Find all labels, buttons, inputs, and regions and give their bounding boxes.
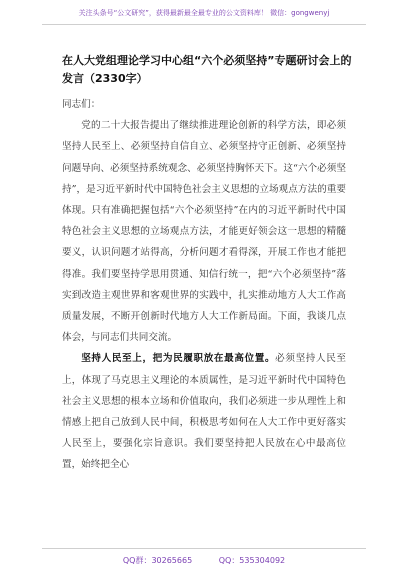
document-title: 在人大党组理论学习中心组“六个必须坚持”专题研讨会上的发言（2330字）: [62, 54, 352, 85]
salutation: 同志们：: [62, 99, 101, 110]
paragraph-2: [62, 348, 346, 475]
document-body: [62, 94, 346, 476]
footer-divider: [42, 548, 366, 549]
header-banner: 关注头条号“公文研究”，获得最新最全最专业的公文资料库！ 微信：gongwenyj: [78, 9, 330, 17]
paragraph-2-body: 必须坚持人民至上，体现了马克思主义理论的本质属性，是习近平新时代中国特色社会主义思想的根本立场和价值取向，我们必须进一步从理性上和情感上把自己放到人民中间，积极思考如何在人大工作中更好落实人民至上，要强化宗旨意识。我们要坚持把人民放在心中最高位置，始终把全心: [62, 353, 347, 471]
paragraph-1: 党的二十大报告提出了继续推进理论创新的科学方法，即必须坚持人民至上、必须坚持自信自立、必须坚持守正创新、必须坚持问题导向、必须坚持系统观念、必须坚持胸怀天下。这“六个必须坚持”，是习近平新时代中国特色社会主义思想的立场观点方法的重要体现。只有准确把握包括“六个必须坚持”在内的习近平新时代中国特色社会主义思想的立场观点方法，才能更好领会这一思想的精髓要义，认识问题才站得高，分析问题才看得深，开展工作也才能把得准。我们要坚持学思用贯通、知信行统一，把“六个必须坚持”落实到改造主观世界和客观世界的实践中，扎实推动地方人大工作高质量发展，不断开创新时代地方人大工作新局面。下面，我谈几点体会，与同志们共同交流。: [62, 120, 346, 344]
footer-qq: QQ：535304092: [218, 556, 286, 565]
footer-qq-group: QQ群：30265665: [122, 556, 193, 565]
header-divider: [42, 24, 366, 25]
footer: [0, 555, 408, 566]
paragraph-2-lead: 坚持人民至上，把为民履职放在最高位置。: [81, 353, 276, 365]
